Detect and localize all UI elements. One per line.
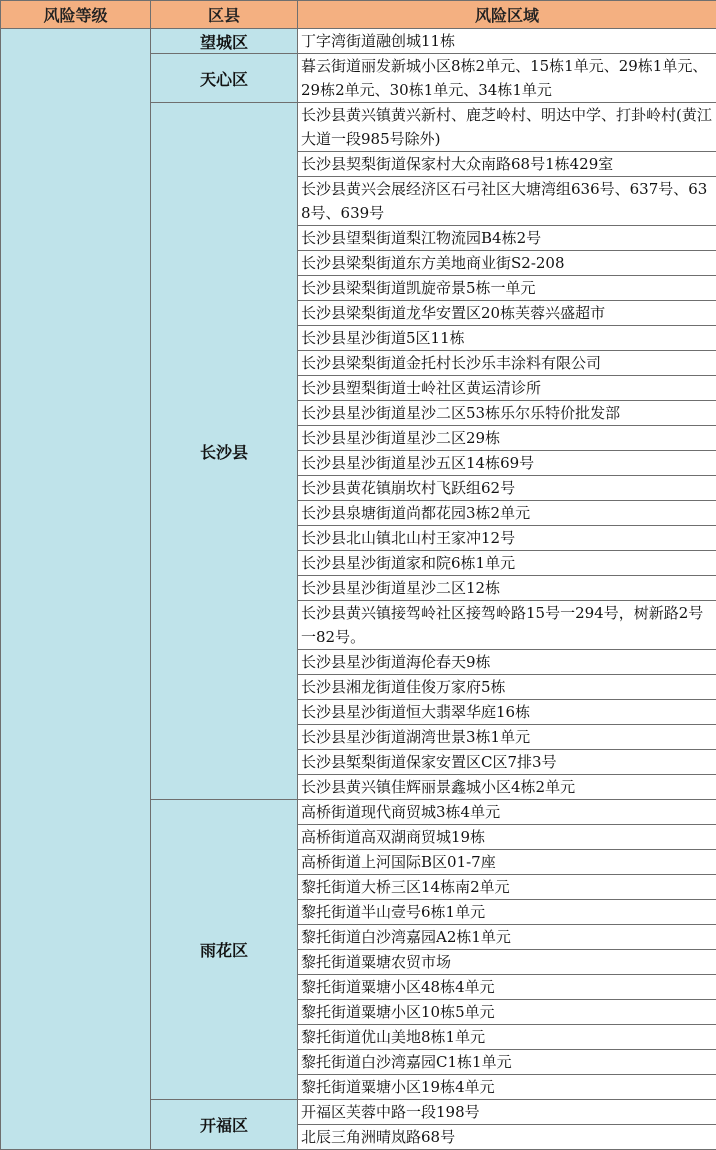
risk-area-cell: 长沙县星沙街道星沙五区14栋69号	[298, 451, 716, 476]
district-cell: 雨花区	[151, 800, 298, 1100]
header-district: 区县	[151, 1, 298, 29]
risk-area-cell: 长沙县黄兴镇接驾岭社区接驾岭路15号一294号，树新路2号一82号。	[298, 601, 716, 650]
risk-area-cell: 长沙县望梨街道梨江物流园B4栋2号	[298, 226, 716, 251]
risk-area-cell: 长沙县椠梨街道保家安置区C区7排3号	[298, 750, 716, 775]
table-row	[1, 29, 716, 54]
risk-area-cell: 长沙县黄花镇崩坎村飞跃组62号	[298, 476, 716, 501]
risk-area-cell: 长沙县星沙街道星沙二区12栋	[298, 576, 716, 601]
district-cell: 天心区	[151, 54, 298, 103]
risk-level-cell	[1, 29, 151, 1150]
risk-area-cell: 黎托街道粟塘农贸市场	[298, 950, 716, 975]
risk-area-cell: 黎托街道粟塘小区48栋4单元	[298, 975, 716, 1000]
table-body	[1, 29, 716, 1150]
risk-area-cell: 长沙县星沙街道海伦春天9栋	[298, 650, 716, 675]
risk-area-cell: 黎托街道粟塘小区10栋5单元	[298, 1000, 716, 1025]
risk-area-cell: 长沙县星沙街道家和院6栋1单元	[298, 551, 716, 576]
header-risk-area: 风险区域	[298, 1, 716, 29]
risk-area-cell: 长沙县星沙街道5区11栋	[298, 326, 716, 351]
risk-area-cell: 高桥街道高双湖商贸城19栋	[298, 825, 716, 850]
risk-area-cell: 长沙县黄兴镇佳辉丽景鑫城小区4栋2单元	[298, 775, 716, 800]
risk-area-cell: 长沙县梁梨街道凯旋帝景5栋一单元	[298, 276, 716, 301]
header-risk-level: 风险等级	[1, 1, 151, 29]
district-cell: 望城区	[151, 29, 298, 54]
risk-area-cell: 长沙县梁梨街道金托村长沙乐丰涂料有限公司	[298, 351, 716, 376]
risk-area-cell: 北辰三角洲晴岚路68号	[298, 1125, 716, 1150]
district-cell: 开福区	[151, 1100, 298, 1150]
risk-area-cell: 长沙县星沙街道湖湾世景3栋1单元	[298, 725, 716, 750]
risk-area-cell: 长沙县契梨街道保家村大众南路68号1栋429室	[298, 152, 716, 177]
risk-area-cell: 长沙县北山镇北山村王家冲12号	[298, 526, 716, 551]
risk-area-cell: 黎托街道粟塘小区19栋4单元	[298, 1075, 716, 1100]
risk-area-cell: 长沙县黄兴会展经济区石弓社区大塘湾组636号、637号、638号、639号	[298, 177, 716, 226]
risk-area-cell: 长沙县星沙街道恒大翡翠华庭16栋	[298, 700, 716, 725]
risk-area-cell: 黎托街道白沙湾嘉园C1栋1单元	[298, 1050, 716, 1075]
district-cell: 长沙县	[151, 103, 298, 800]
risk-area-cell: 长沙县梁梨街道东方美地商业街S2-208	[298, 251, 716, 276]
risk-area-cell: 丁字湾街道融创城11栋	[298, 29, 716, 54]
risk-area-cell: 高桥街道上河国际B区01-7座	[298, 850, 716, 875]
risk-area-cell: 长沙县星沙街道星沙二区29栋	[298, 426, 716, 451]
risk-area-cell: 黎托街道半山壹号6栋1单元	[298, 900, 716, 925]
risk-area-cell: 开福区芙蓉中路一段198号	[298, 1100, 716, 1125]
risk-area-cell: 长沙县黄兴镇黄兴新村、鹿芝岭村、明达中学、打卦岭村(黄江大道一段985号除外)	[298, 103, 716, 152]
risk-area-cell: 高桥街道现代商贸城3栋4单元	[298, 800, 716, 825]
risk-area-cell: 黎托街道优山美地8栋1单元	[298, 1025, 716, 1050]
risk-area-cell: 长沙县梁梨街道龙华安置区20栋芙蓉兴盛超市	[298, 301, 716, 326]
risk-area-cell: 长沙县泉塘街道尚都花园3栋2单元	[298, 501, 716, 526]
risk-area-cell: 黎托街道白沙湾嘉园A2栋1单元	[298, 925, 716, 950]
risk-area-cell: 黎托街道大桥三区14栋南2单元	[298, 875, 716, 900]
risk-area-cell: 长沙县湘龙街道佳俊万家府5栋	[298, 675, 716, 700]
risk-area-cell: 长沙县塑梨街道士岭社区黄运清诊所	[298, 376, 716, 401]
table-header-row	[1, 1, 716, 29]
risk-area-cell: 暮云街道丽发新城小区8栋2单元、15栋1单元、29栋1单元、29栋2单元、30栋1单元、34栋1单元	[298, 54, 716, 103]
risk-area-cell: 长沙县星沙街道星沙二区53栋乐尔乐特价批发部	[298, 401, 716, 426]
